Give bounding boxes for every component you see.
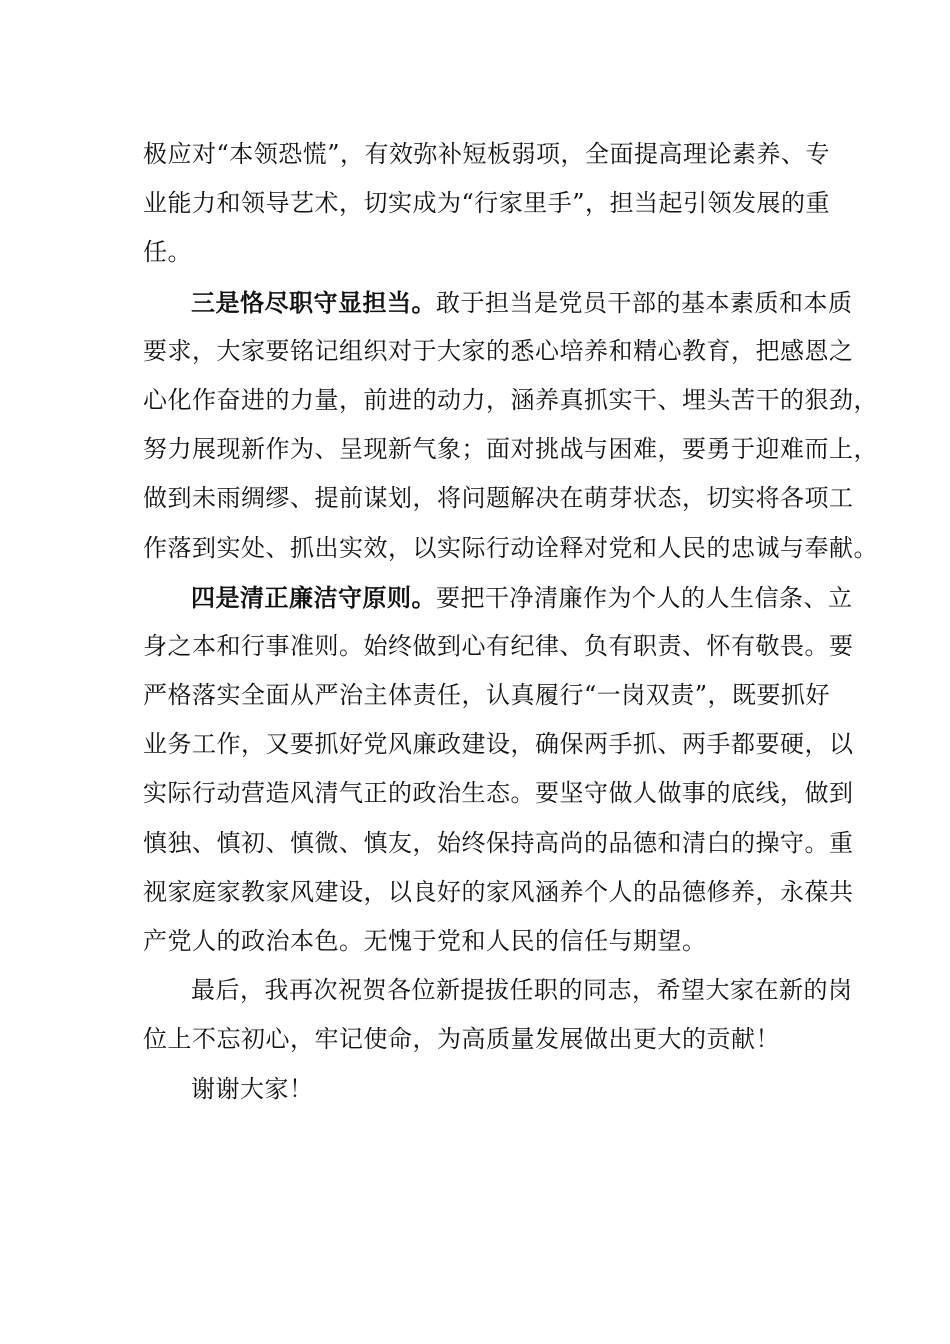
text-line: 谢谢大家！ bbox=[191, 1074, 314, 1103]
text-line: 位上不忘初心，牢记使命，为高质量发展做出更大的贡献！ bbox=[143, 1025, 780, 1054]
paragraph-continuation bbox=[143, 130, 831, 278]
text-line: 身之本和行事准则。始终做到心有纪律、负有职责、怀有敬畏。要 bbox=[143, 631, 854, 660]
text-line: 努力展现新作为、呈现新气象；面对挑战与困难，要勇于迎难而上， bbox=[143, 435, 878, 464]
document-body bbox=[143, 130, 878, 1114]
text-line-first bbox=[143, 278, 853, 327]
text-line: 要求，大家要铭记组织对于大家的悉心培养和精心教育，把感恩之 bbox=[143, 336, 854, 365]
text-line: 产党人的政治本色。无愧于党和人民的信任与期望。 bbox=[143, 927, 707, 955]
text-line: 业务工作，又要抓好党风廉政建设，确保两手抓、两手都要硬，以 bbox=[143, 730, 854, 759]
text-line-first bbox=[143, 573, 853, 622]
text-line: 做到未雨绸缪、提前谋划，将问题解决在萌芽状态，切实将各项工 bbox=[143, 484, 854, 513]
paragraph-lead-heading: 三是恪尽职守显担当。 bbox=[191, 287, 436, 317]
paragraph-closing bbox=[143, 966, 853, 1064]
paragraph-lead-heading: 四是清正廉洁守原则。 bbox=[191, 582, 436, 612]
text-line: 最后，我再次祝贺各位新提拔任职的同志，希望大家在新的岗 bbox=[191, 976, 853, 1005]
text-line: 实际行动营造风清气正的政治生态。要坚守做人做事的底线，做到 bbox=[143, 779, 854, 808]
text-line: 严格落实全面从严治主体责任，认真履行“一岗双责”，既要抓好 bbox=[143, 681, 831, 710]
text-line: 作落到实处、抓出实效，以实际行动诠释对党和人民的忠诚与奉献。 bbox=[143, 533, 878, 562]
text-line: 视家庭家教家风建设，以良好的家风涵养个人的品德修养，永葆共 bbox=[143, 877, 854, 906]
text-fragment: 敢于担当是党员干部的基本素质和本质 bbox=[436, 288, 853, 317]
text-line: 业能力和领导艺术，切实成为“行家里手”，担当起引领发展的重 bbox=[143, 189, 831, 218]
text-fragment: 要把干净清廉作为个人的人生信条、立 bbox=[436, 583, 853, 612]
paragraph-duty bbox=[143, 278, 878, 573]
text-line: 极应对“本领恐慌”，有效弥补短板弱项，全面提高理论素养、专 bbox=[143, 140, 831, 168]
paragraph-integrity bbox=[143, 573, 854, 967]
text-line: 心化作奋进的力量，前进的动力，涵养真抓实干、埋头苦干的狠劲， bbox=[143, 385, 878, 414]
text-line: 任。 bbox=[143, 238, 192, 267]
paragraph-thanks bbox=[143, 1065, 819, 1114]
text-line: 慎独、慎初、慎微、慎友，始终保持高尚的品德和清白的操守。重 bbox=[143, 828, 854, 857]
